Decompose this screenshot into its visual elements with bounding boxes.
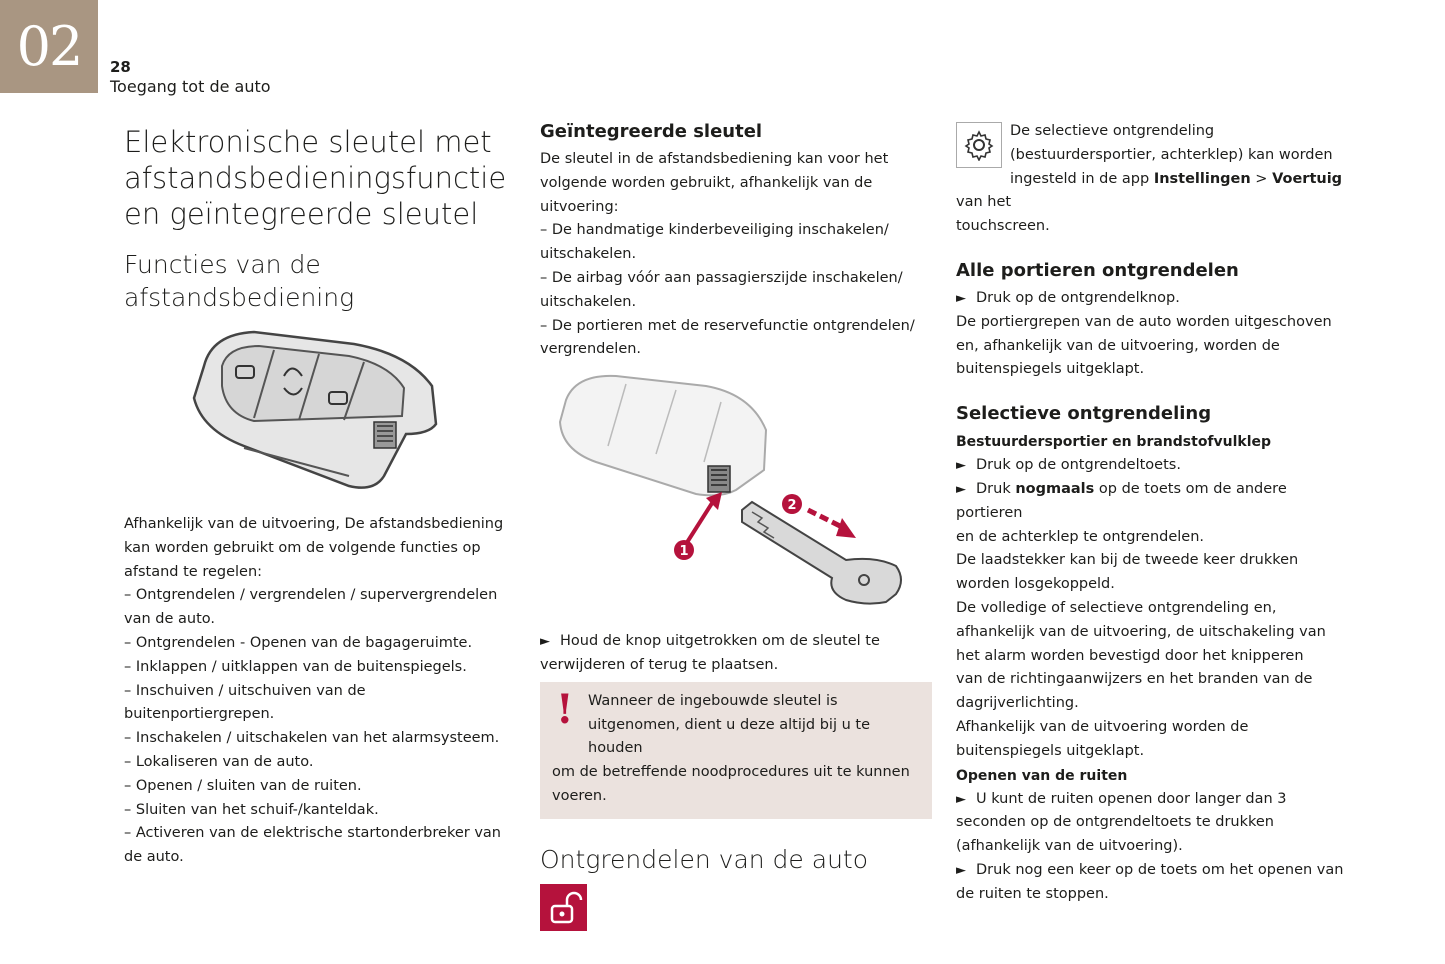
step-text: Druk nog een keer op de toets om het openen van — [976, 861, 1344, 878]
integrated-key-heading: Geïntegreerde sleutel — [540, 121, 763, 142]
callout-1: 1 — [679, 544, 689, 560]
text-line: – Sluiten van het schuif-/kanteldak. — [124, 801, 379, 818]
text-line: (bestuurdersportier, achterklep) kan worden — [1010, 146, 1333, 163]
text-line: en de achterklep te ontgrendelen. — [956, 528, 1205, 545]
step-text: Druk op de ontgrendelknop. — [976, 289, 1180, 306]
text-line: Afhankelijk van de uitvoering worden de — [956, 718, 1249, 735]
unlock-heading: Ontgrendelen van de auto — [540, 844, 869, 874]
section-title: Toegang tot de auto — [110, 77, 271, 96]
driver-door-subheading: Bestuurdersportier en brandstofvulklep — [956, 434, 1272, 451]
vehicle-menu-name: Voertuig — [1272, 170, 1343, 187]
all-doors-heading: Alle portieren ontgrendelen — [956, 259, 1239, 281]
warning-line: Wanneer de ingebouwde sleutel is — [588, 692, 838, 709]
page-number: 28 — [110, 58, 131, 76]
text-line: uitschakelen. — [540, 246, 637, 263]
text-line: (afhankelijk van de uitvoering). — [956, 838, 1183, 855]
emphasis: nogmaals — [1015, 480, 1095, 497]
title-line: afstandsbedieningsfunctie — [124, 161, 507, 195]
text-line: – Ontgrendelen - Openen van de bagageruimte. — [124, 634, 473, 651]
text-line: het alarm worden bevestigd door het knipperen — [956, 647, 1304, 664]
step-bullet-icon: ► — [956, 481, 966, 497]
text-line: verwijderen of terug te plaatsen. — [540, 656, 779, 673]
column-left — [124, 120, 516, 870]
text-line: van de auto. — [124, 611, 215, 628]
step-text: Druk op de ontgrendeltoets. — [976, 457, 1181, 474]
text-line — [540, 630, 932, 654]
text-line: dagrijverlichting. — [956, 695, 1079, 712]
page-title — [124, 124, 516, 232]
warning-line: uitgenomen, dient u deze altijd bij u te houden — [588, 716, 870, 757]
selective-settings-note — [956, 120, 1356, 239]
warning-icon: ! — [556, 685, 574, 733]
warning-box — [540, 682, 932, 819]
text-line: De laadstekker kan bij de tweede keer drukken — [956, 552, 1299, 569]
gear-icon — [956, 122, 1002, 168]
unlock-icon — [540, 884, 587, 931]
subtitle-line: Functies van de — [124, 250, 321, 279]
step-bullet-icon: ► — [956, 290, 966, 306]
text-line: De sleutel in de afstandsbediening kan voor het — [540, 151, 889, 167]
column-right — [956, 120, 1356, 907]
text-line: afstand te regelen: — [124, 563, 263, 580]
title-line: Elektronische sleutel met — [124, 125, 492, 159]
open-windows-text — [956, 788, 1356, 907]
text-line — [956, 859, 1356, 883]
step-text: op de toets om de andere portieren — [956, 480, 1287, 521]
text-line: Afhankelijk van de uitvoering, De afstandsbediening — [124, 516, 504, 532]
integrated-key-illustration — [546, 370, 916, 620]
column-middle — [540, 120, 932, 931]
text-line: buitenportiergrepen. — [124, 706, 275, 723]
text-line: touchscreen. — [956, 218, 1050, 235]
step-text: Houd de knop uitgetrokken om de sleutel te — [560, 633, 880, 650]
text-line — [956, 287, 1356, 311]
text-fragment: > — [1250, 170, 1273, 187]
text-line: – Inschuiven / uitschuiven van de — [124, 682, 366, 699]
step-bullet-icon: ► — [956, 791, 966, 807]
selective-unlock-text — [956, 454, 1356, 763]
title-line: en geïntegreerde sleutel — [124, 197, 479, 231]
text-line: – Openen / sluiten van de ruiten. — [124, 777, 362, 794]
text-line: uitvoering: — [540, 198, 619, 215]
text-fragment: ingesteld in de app — [1010, 170, 1154, 187]
selective-unlock-heading: Selectieve ontgrendeling — [956, 403, 1212, 425]
text-line: – Inschakelen / uitschakelen van het alarmsysteem. — [124, 730, 500, 747]
text-line: kan worden gebruikt om de volgende functies op — [124, 539, 481, 556]
remote-functions-text — [124, 513, 516, 870]
settings-menu-name: Instellingen — [1153, 170, 1251, 187]
text-line: – Lokaliseren van de auto. — [124, 753, 314, 770]
text-line: – De portieren met de reservefunctie ontgrendelen/ — [540, 317, 915, 334]
step-bullet-icon: ► — [956, 862, 966, 878]
text-line: buitenspiegels uitgeklapt. — [956, 361, 1145, 378]
step-bullet-icon: ► — [540, 634, 550, 650]
subtitle-line: afstandsbediening — [124, 283, 355, 312]
callout-2: 2 — [787, 498, 797, 514]
warning-line: voeren. — [552, 787, 607, 804]
text-line — [956, 478, 1356, 526]
text-line: De portiergrepen van de auto worden uitgeschoven — [956, 313, 1332, 330]
text-line: De volledige of selectieve ontgrendeling en, — [956, 599, 1277, 616]
text-line — [956, 454, 1356, 478]
text-line: – Ontgrendelen / vergrendelen / supervergrendelen — [124, 587, 498, 604]
text-line: de auto. — [124, 849, 184, 866]
warning-line: om de betreffende noodprocedures uit te kunnen — [552, 764, 910, 781]
key-fob-illustration — [184, 326, 484, 501]
text-line — [956, 168, 1356, 216]
text-line: worden losgekoppeld. — [956, 576, 1115, 593]
integrated-key-text — [540, 148, 932, 362]
text-line: buitenspiegels uitgeklapt. — [956, 742, 1145, 759]
step-text: Druk — [976, 480, 1016, 497]
text-line — [956, 788, 1356, 812]
text-line: – De airbag vóór aan passagierszijde inschakelen/ — [540, 269, 903, 286]
chapter-number: 02 — [0, 0, 98, 93]
text-line: uitschakelen. — [540, 293, 637, 310]
step-text: U kunt de ruiten openen door langer dan 3 — [976, 790, 1287, 807]
text-line: – Inklappen / uitklappen van de buitenspiegels. — [124, 658, 467, 675]
text-line: de ruiten te stoppen. — [956, 885, 1109, 902]
open-windows-heading: Openen van de ruiten — [956, 767, 1128, 784]
text-line: seconden op de ontgrendeltoets te drukken — [956, 814, 1274, 831]
all-doors-text — [956, 287, 1356, 382]
text-line: – Activeren van de elektrische startonderbreker van — [124, 825, 501, 842]
text-line: volgende worden gebruikt, afhankelijk van de — [540, 174, 873, 191]
text-line: van de richtingaanwijzers en het branden van de — [956, 671, 1313, 688]
text-line: De selectieve ontgrendeling — [1010, 123, 1215, 139]
text-line: en, afhankelijk van de uitvoering, worden de — [956, 337, 1280, 354]
remote-functions-heading — [124, 248, 516, 314]
text-line: – De handmatige kinderbeveiliging inschakelen/ — [540, 222, 889, 239]
text-line: afhankelijk van de uitvoering, de uitschakeling van — [956, 623, 1326, 640]
step-bullet-icon: ► — [956, 458, 966, 474]
text-fragment: van het — [956, 194, 1012, 211]
instruction — [540, 630, 932, 678]
text-line: vergrendelen. — [540, 341, 642, 358]
